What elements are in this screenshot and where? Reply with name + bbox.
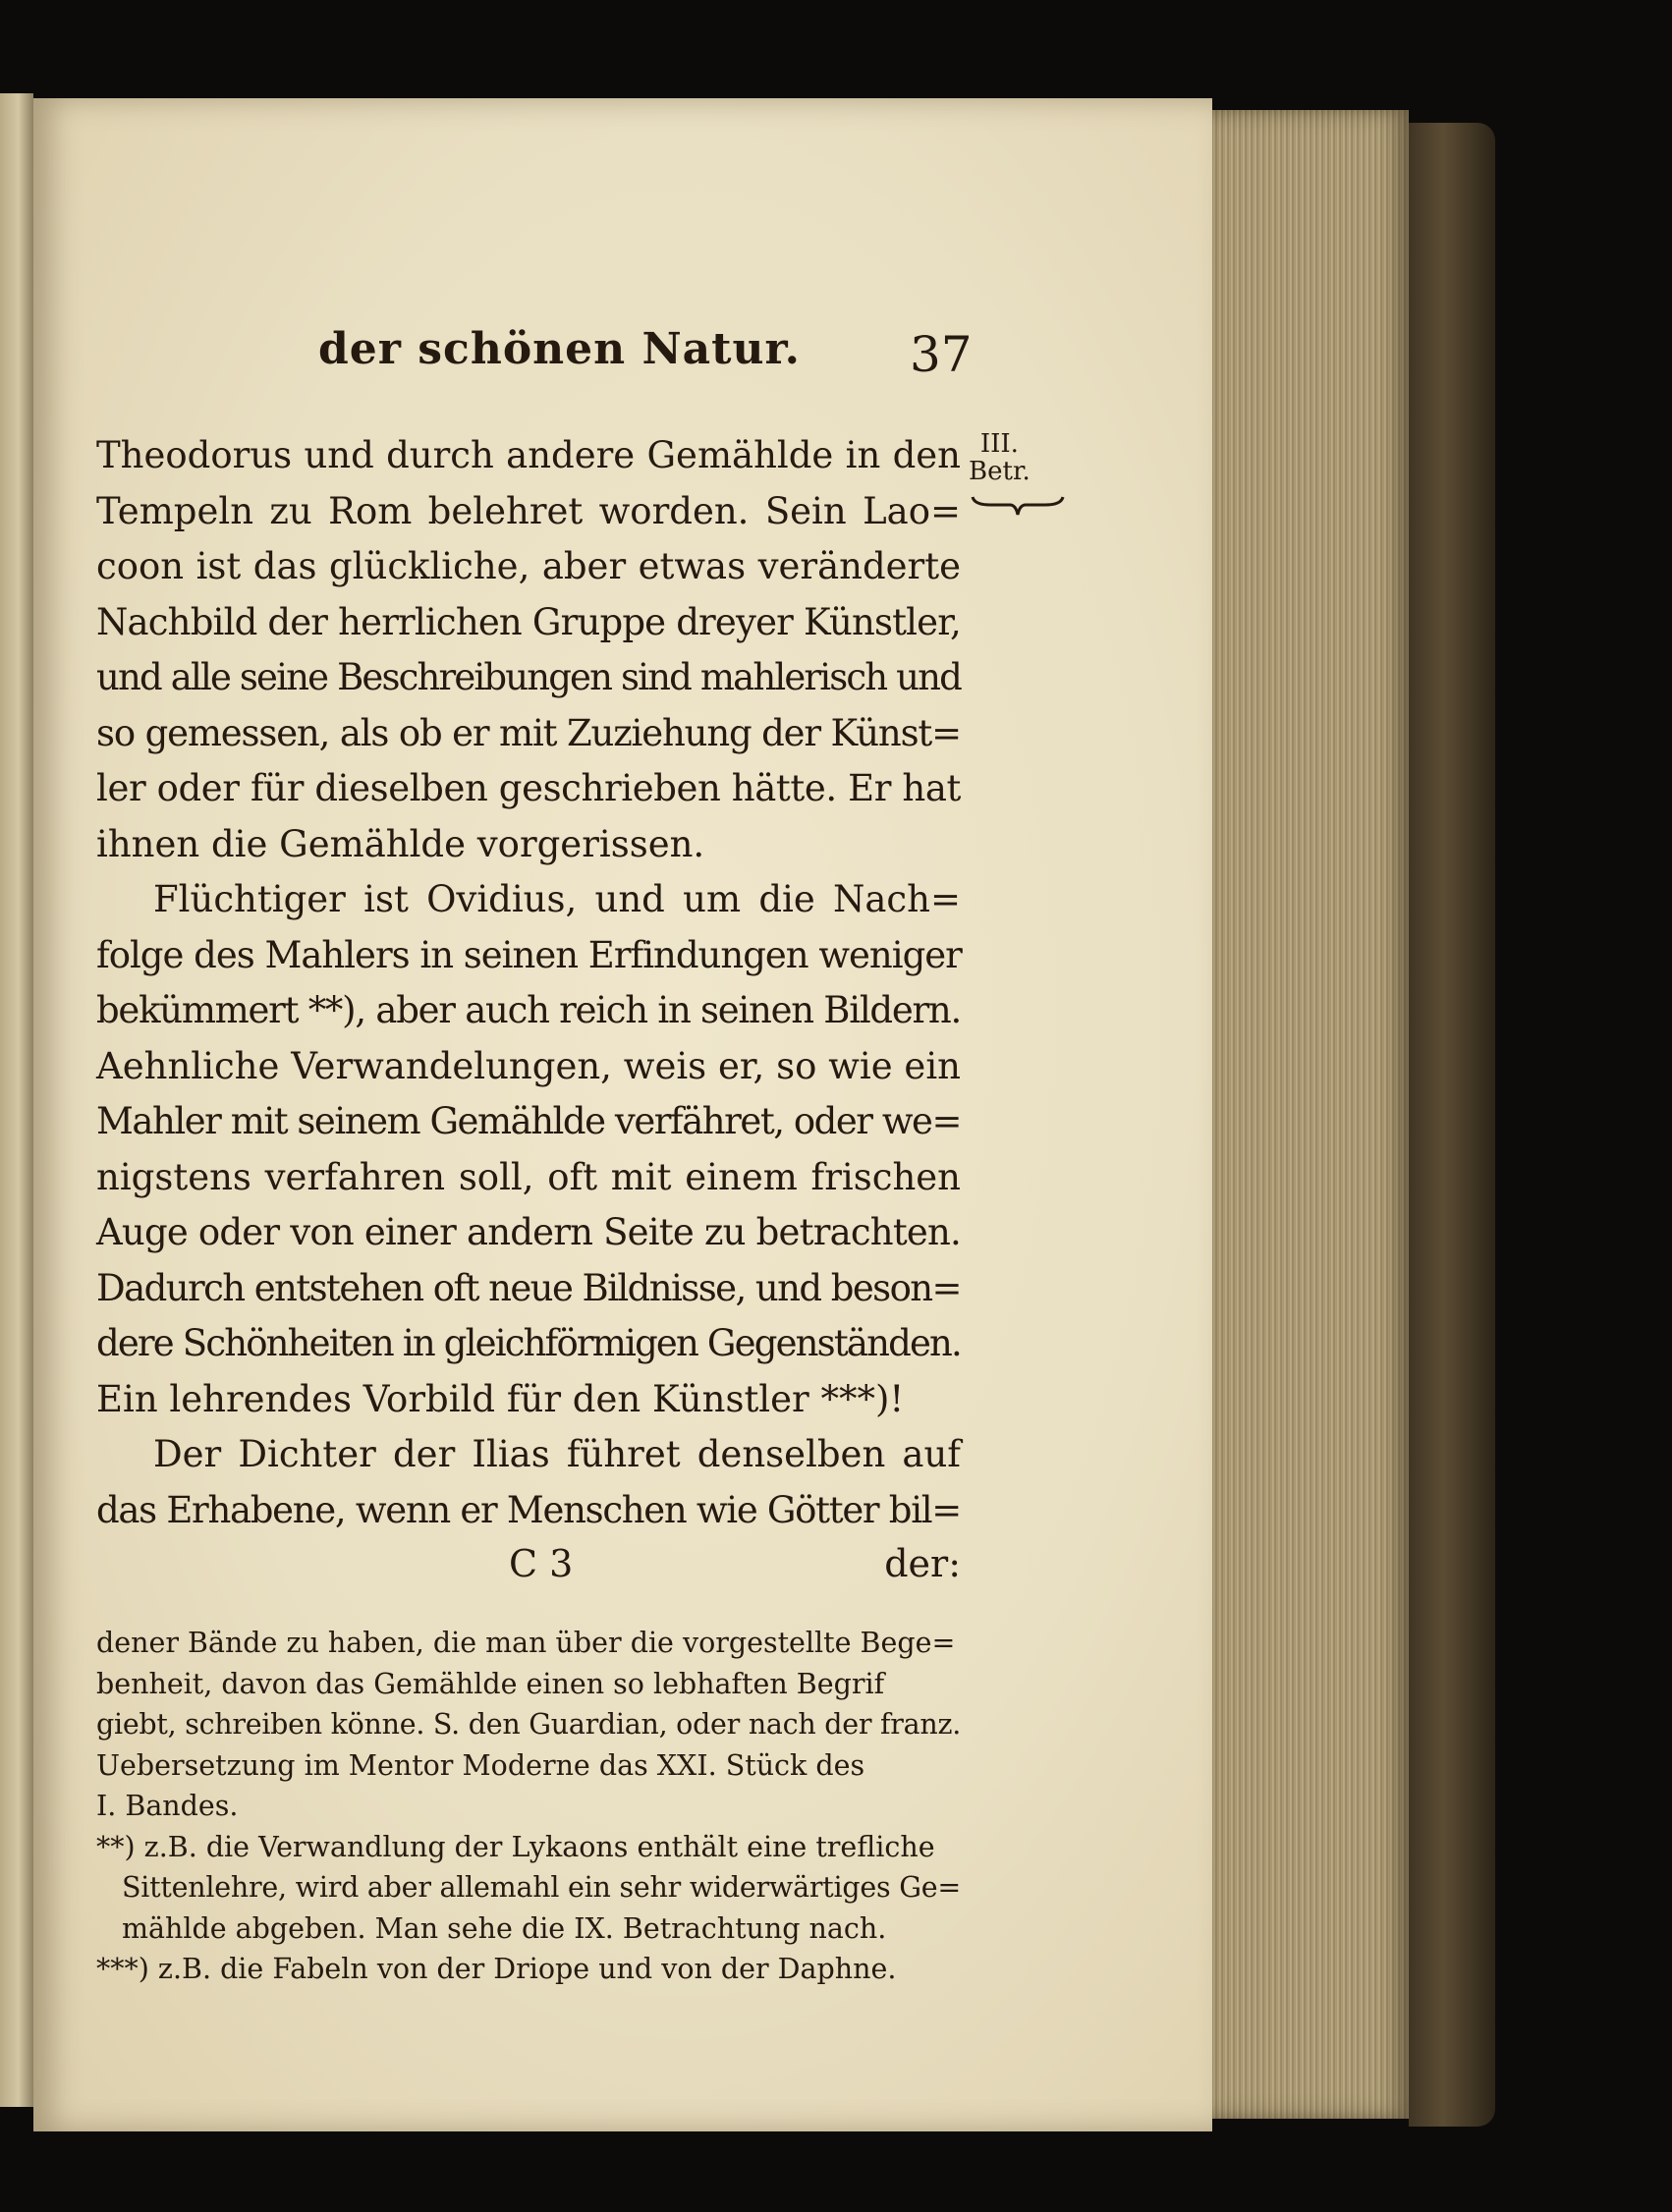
footnote-line: dener Bände zu haben, die man über die vorgestellte Bege= [96,1627,956,1659]
body-line: Auge oder von einer andern Seite zu betrachten. [96,1211,961,1253]
body-line: Aehnliche Verwandelungen, weis er, so wie ein [96,1044,961,1087]
body-line: Mahler mit seinem Gemählde verfähret, oder we= [96,1100,962,1142]
running-head: der schönen Natur. [318,324,801,374]
footnote-line: giebt, schreiben könne. S. den Guardian, oder nach der franz. [96,1708,961,1741]
body-line: Tempeln zu Rom belehret worden. Sein Lao= [96,489,961,532]
signature-mark: C 3 [509,1542,574,1585]
catchword-row [96,1542,961,1591]
footnote-line: Sittenlehre, wird aber allemahl ein sehr widerwärtiges Ge= [122,1871,961,1904]
page-block-edges [1212,110,1409,2119]
footnote-line: I. Bandes. [96,1790,239,1822]
body-line: nigstens verfahren soll, oft mit einem frischen [96,1155,961,1198]
body-text [96,428,961,1538]
footnotes [96,1623,961,1990]
body-line: ler oder für dieselben geschrieben hätte. Er hat [96,767,961,809]
footnote-line: **) z.B. die Verwandlung der Lykaons enthält eine trefliche [96,1830,935,1863]
footnote-line: Uebersetzung im Mentor Moderne das XXI. Stück des [96,1748,865,1782]
body-line: folge des Mahlers in seinen Erfindungen weniger [96,933,962,976]
catchword: der: [884,1542,961,1585]
margin-note-line: Betr. [969,457,1031,486]
body-line: Flüchtiger ist Ovidius, und um die Nach= [153,878,961,920]
body-line: Theodorus und durch andere Gemählde in den [96,434,961,476]
footnote-line: mählde abgeben. Man sehe die IX. Betrachtung nach. [122,1911,887,1945]
margin-note-line: III. [979,429,1019,459]
previous-page-edge [0,93,33,2107]
body-line: bekümmert **), aber auch reich in seinen Bildern. [96,989,961,1031]
body-line: das Erhabene, wenn er Menschen wie Götter bil= [96,1488,961,1531]
page-number: 37 [910,326,973,383]
body-line: und alle seine Beschreibungen sind mahlerisch und [96,656,961,698]
body-line: Der Dichter der Ilias führet denselben auf [153,1433,961,1475]
body-line: coon ist das glückliche, aber etwas veränderte [96,545,961,587]
margin-brace-icon [971,493,1065,519]
body-line: ihnen die Gemählde vorgerissen. [96,822,705,865]
footnote-line: benheit, davon das Gemählde einen so lebhaften Begrif [96,1667,885,1700]
book-cover-binding [1409,123,1495,2127]
book-page [33,98,1212,2131]
margin-note [969,430,1031,485]
body-line: dere Schönheiten in gleichförmigen Gegenständen. [96,1322,961,1364]
body-line: Ein lehrendes Vorbild für den Künstler ***)! [96,1377,905,1420]
body-line: Nachbild der herrlichen Gruppe dreyer Künstler, [96,600,961,643]
body-line: so gemessen, als ob er mit Zuziehung der Künst= [96,711,961,754]
body-line: Dadurch entstehen oft neue Bildnisse, und beson= [96,1266,961,1309]
footnote-line: ***) z.B. die Fabeln von der Driope und von der Daphne. [96,1953,897,1985]
